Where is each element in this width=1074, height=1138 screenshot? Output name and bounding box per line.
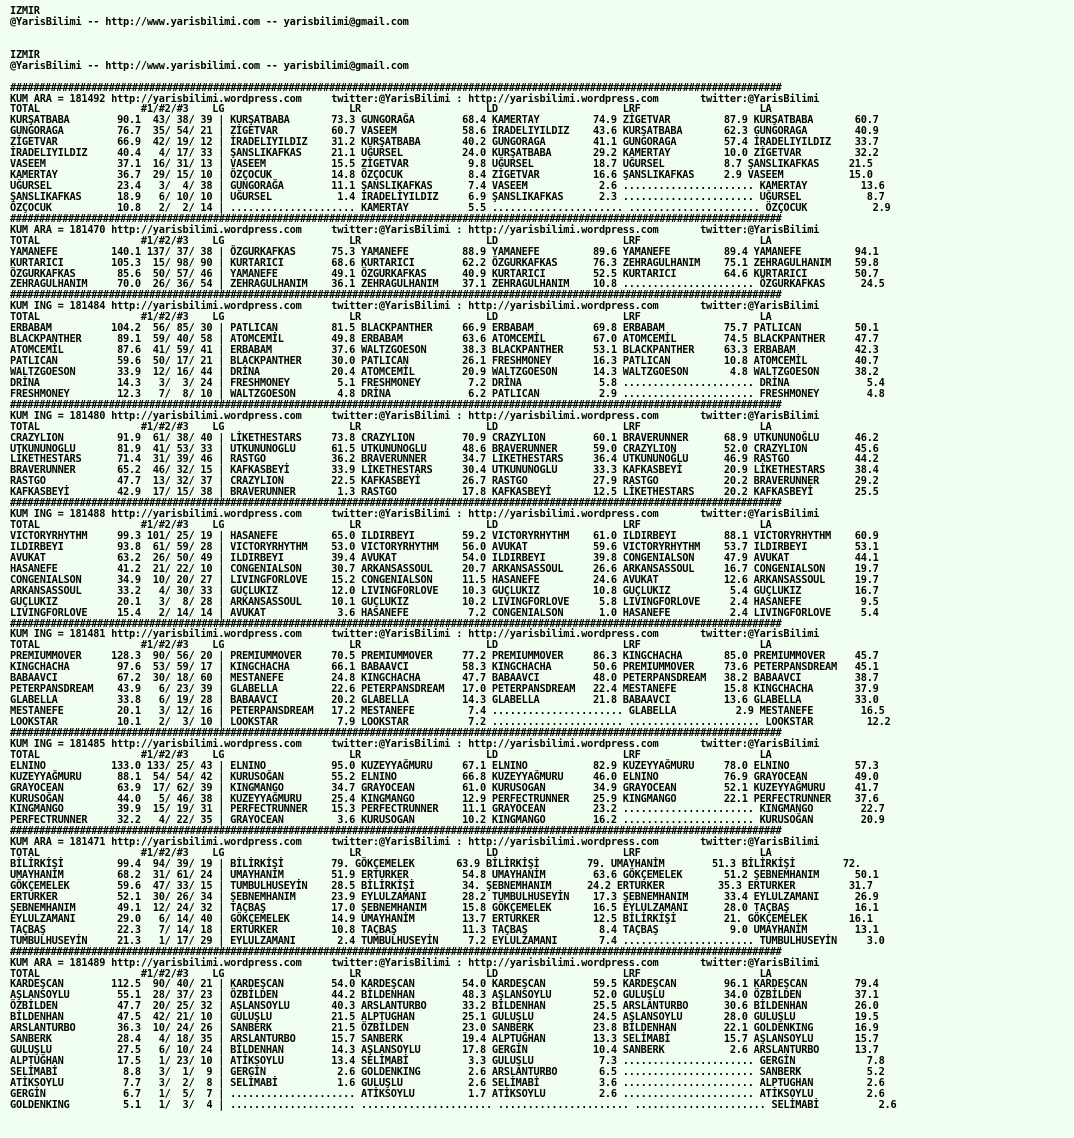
column-header: TOTAL #1/#2/#3 LG LR LD LRF LA (10, 311, 772, 324)
table-row: GERGİN 6.7 1/ 5/ 7 | ..................... ATİKSOYLU 1.7 ATİKSOYLU 2.6 ...................... ATİKSOYLU 2.6 (10, 1087, 885, 1100)
table-row: FRESHMONEY 12.3 7/ 8/ 10 | WALTZGOESON 4.8 DRİNA 6.2 PATLICAN 2.9 ...................... FRESHMONEY 4.8 (10, 387, 885, 400)
race-report (10, 6, 1074, 1111)
separator-line: ##################################################################################################################################### (10, 212, 782, 225)
table-row: ERTURKER 52.1 30/ 26/ 34 | ŞEBNEMHANIM 23.9 EYLULZAMANI 28.2 TUMBULHUSEYİN 17.3 ŞEBNEMHANIM 33.4 EYLULZAMANI 26.9 (10, 890, 879, 903)
race-header: KUM ARA = 181470 http://yarisbilimi.wordpress.com twitter:@YarisBilimi : http://yarisbilimi.wordpress.com twitter:@YarisBilimi (10, 223, 820, 236)
table-row: GOLDENKING 5.1 1/ 3/ 4 | ..................... ...................... ...................... ...................... SELİMABİ 2.6 (10, 1098, 897, 1111)
table-row: ATOMCEMİL 87.6 41/ 59/ 41 | ERBABAM 37.6 WALTZGOESON 38.3 BLACKPANTHER 53.1 BLACKPANTHER 63.3 ERBABAM 42.3 (10, 344, 879, 357)
column-header: TOTAL #1/#2/#3 LG LR LD LRF LA (10, 639, 772, 652)
column-header: TOTAL #1/#2/#3 LG LR LD LRF LA (10, 748, 772, 761)
table-row: GRAYOCEAN 63.9 17/ 62/ 39 | KINGMANGO 34.7 GRAYOCEAN 61.0 KURUSOGAN 34.9 GRAYOCEAN 52.1 KUZEYYAĞMURU 41.7 (10, 781, 879, 794)
table-row: BİLDENHAN 47.5 42/ 21/ 10 | GULUŞLU 21.5 ALPTUGHAN 25.1 GULUŞLU 24.5 AŞLANSOYLU 28.0 GULUŞLU 19.5 (10, 1011, 879, 1024)
table-row: CONGENIALSON 34.9 10/ 20/ 27 | LIVINGFORLOVE 15.2 CONGENIALSON 11.5 HASANEFE 24.6 AVUKAT 12.6 ARKANSASSOUL 19.7 (10, 573, 879, 586)
separator-line: ##################################################################################################################################### (10, 726, 782, 739)
table-row: DRİNA 14.3 3/ 3/ 24 | FRESHMONEY 5.1 FRESHMONEY 7.2 DRİNA 5.8 ...................... DRİNA 5.4 (10, 376, 885, 389)
table-row: KURUSOĞAN 44.0 5/ 46/ 38 | KUZEYYAĞMURU 25.4 KINGMANGO 12.9 PERFECTRUNNER 25.9 KINGMANGO 22.1 PERFECTRUNNER 37.6 (10, 792, 879, 805)
table-row: BABAAVCI 67.2 30/ 18/ 60 | MESTANEFE 24.8 KINGCHACHA 47.7 BABAAVCI 48.0 PETERPANSDREAM 38.2 BABAAVCI 38.7 (10, 672, 879, 685)
table-row: ŞANSLIKAFKAS 18.9 6/ 10/ 10 | UĞURSEL 1.4 İRADELİYILDIZ 6.9 ŞANSLIKAFKAS 2.3 ...................... UĞURSEL 8.7 (10, 190, 885, 203)
table-row: ARKANSASSOUL 33.2 4/ 30/ 33 | GUÇLUKIZ 12.0 LIVINGFORLOVE 10.3 GUÇLUKIZ 10.8 GUÇLUKIZ 5.4 GUÇLUKIZ 16.7 (10, 584, 879, 597)
table-row: ZİGETVAR 66.9 42/ 19/ 12 | İRADELIYILDIZ 31.2 KURŞATBABA 40.2 GUNGORAGA 41.1 GUNGORAGA 57.4 İRADELIYILDIZ 33.7 (10, 136, 879, 149)
table-row: ÖZBİLDEN 47.7 20/ 25/ 32 | AŞLANSOYLU 40.3 ARSLANTURBO 33.2 BİLDENHAN 25.5 ARSLANTURBO 30.6 BİLDENHAN 26.0 (10, 1000, 879, 1013)
table-row: KINGMANGO 39.9 15/ 19/ 31 | PERFECTRUNNER 15.3 PERFECTRUNNER 11.1 GRAYOCEAN 23.2 ...................... KINGMANGO 22.7 (10, 803, 885, 816)
table-row: BLACKPANTHER 89.1 59/ 40/ 58 | ATOMCEMİL 49.8 ERBABAM 63.6 ATOMCEMİL 67.0 ATOMCEMİL 74.5 BLACKPANTHER 47.7 (10, 333, 879, 346)
table-row: SANBERK 28.4 4/ 18/ 35 | ARSLANTURBO 15.7 SANBERK 19.4 ALPTUĞHAN 13.3 SELİMABİ 15.7 AŞLANSOYLU 15.7 (10, 1033, 879, 1046)
table-row: LIVINGFORLOVE 15.4 2/ 14/ 14 | AVUKAT 3.6 HASANEFE 7.2 CONGENIALSON 1.0 HASANEFE 2.4 LIVINGFORLOVE 5.4 (10, 606, 879, 619)
table-row: ERBABAM 104.2 56/ 85/ 30 | PATLICAN 81.5 BLACKPANTHER 66.9 ERBABAM 69.8 ERBABAM 75.7 PATLICAN 50.1 (10, 322, 879, 335)
table-row: PERFECTRUNNER 32.2 4/ 22/ 35 | GRAYOCEAN 3.6 KURUSOGAN 10.2 KINGMANGO 16.2 ...................... KURUSOĞAN 20.9 (10, 814, 885, 827)
table-row: KINGCHACHA 97.6 53/ 59/ 17 | KINGCHACHA 66.1 BABAAVCI 58.3 KINGCHACHA 50.6 PREMIUMMOVER 73.6 PETERPANSDREAM 45.1 (10, 661, 879, 674)
table-row: TUMBULHUSEYİN 21.3 1/ 17/ 29 | EYLULZAMANI 2.4 TUMBULHUSEYİN 7.2 EYLULZAMANI 7.4 ...................... TUMBULHUSEYİN 3.0 (10, 934, 885, 947)
table-row: AVUKAT 63.2 26/ 50/ 49 | ILDIRBEYI 39.4 AVUKAT 54.0 ILDIRBEYI 39.8 CONGENIALSON 47.9 AVUKAT 44.1 (10, 551, 879, 564)
race-header: KUM ING = 181485 http://yarisbilimi.wordpress.com twitter:@YarisBilimi : http://yarisbilimi.wordpress.com twitter:@YarisBilimi (10, 737, 820, 750)
table-row: VASEEM 37.1 16/ 31/ 13 | VASEEM 15.5 ZİGETVAR 9.8 UĞURSEL 18.7 UĞURSEL 8.7 ŞANSLIKAFKAS 21.5 (10, 158, 873, 171)
table-row: ARSLANTURBO 36.3 10/ 24/ 26 | SANBERK 21.5 ÖZBİLDEN 23.0 SANBERK 23.8 BİLDENHAN 22.1 GOLDENKING 16.9 (10, 1022, 879, 1035)
table-row: ZEHRAGULHANIM 70.0 26/ 36/ 54 | ZEHRAGULHANIM 36.1 ZEHRAGULHANIM 37.1 ZEHRAGULHANIM 10.8 ...................... ÖZGURKAFKAS 24.5 (10, 278, 885, 291)
table-row: HASANEFE 41.2 21/ 22/ 10 | CONGENIALSON 30.7 ARKANSASSOUL 20.7 ARKANSASSOUL 26.6 ARKANSASSOUL 16.7 CONGENIALSON 19.7 (10, 562, 879, 575)
table-row: EYLULZAMANI 29.0 6/ 14/ 40 | GÖKÇEMELEK 14.9 UMAYHANİM 13.7 ERTURKER 12.5 BİLİRKİŞİ 21. GÖKÇEMELEK 16.1 (10, 912, 873, 925)
table-row: CRAZYLION 91.9 61/ 38/ 40 | LİKETHESTARS 73.8 CRAZYLION 70.9 CRAZYLION 60.1 BRAVERUNNER 68.9 UTKUNUNOĞLU 46.2 (10, 431, 879, 444)
table-row: KURTARICI 105.3 15/ 98/ 90 | KURTARICI 68.6 KURTARICI 62.2 ÖZGURKAFKAS 76.3 ZEHRAGULHANIM 75.1 ZEHRAGULHANIM 59.8 (10, 256, 879, 269)
column-header: TOTAL #1/#2/#3 LG LR LD LRF LA (10, 519, 772, 532)
table-row: ŞEBNEMHANIM 49.1 12/ 24/ 32 | TAÇBAŞ 17.0 ŞEBNEMHANIM 15.8 GÖKÇEMELEK 16.5 EYLULZAMANI 28.0 TAÇBAŞ 16.1 (10, 901, 879, 914)
table-row: WALTZGOESON 33.9 12/ 16/ 44 | DRİNA 20.4 ATOMCEMİL 20.9 WALTZGOESON 14.3 WALTZGOESON 4.8 WALTZGOESON 38.2 (10, 365, 879, 378)
table-row: MESTANEFE 20.1 3/ 12/ 16 | PETERPANSDREAM 17.2 MESTANEFE 7.4 ...................... GLABELLA 2.9 MESTANEFE 16.5 (10, 705, 885, 717)
header-line (10, 28, 1074, 39)
race-header: KUM ARA = 181471 http://yarisbilimi.wordpress.com twitter:@YarisBilimi : http://yarisbilimi.wordpress.com twitter:@YarisBilimi (10, 836, 820, 849)
table-row: LOOKSTAR 10.1 2/ 3/ 10 | LOOKSTAR 7.9 LOOKSTAR 7.2 ...................... ...................... LOOKSTAR 12.2 (10, 715, 891, 728)
table-row: BRAVERUNNER 65.2 46/ 32/ 15 | KAFKASBEYİ 33.9 LİKETHESTARS 30.4 UTKUNUNOGLU 33.3 KAFKASBEYİ 20.9 LİKETHESTARS 38.4 (10, 464, 879, 477)
table-row: İRADELIYILDIZ 40.4 4/ 17/ 33 | ŞANSLIKAFKAS 21.1 UĞURSEL 24.0 KURŞATBABA 29.2 KAMERTAY 10.0 ZİGETVAR 32.2 (10, 147, 879, 160)
table-row: ALPTUĞHAN 17.5 1/ 23/ 10 | ATİKSOYLU 13.4 SELİMABİ 3.3 GULUŞLU 7.3 ...................... GERGİN 7.8 (10, 1055, 885, 1067)
table-row: PREMIUMMOVER 128.3 90/ 56/ 20 | PREMIUMMOVER 70.5 PREMIUMMOVER 77.2 PREMIUMMOVER 86.3 KINGCHACHA 85.0 PREMIUMMOVER 45.7 (10, 650, 879, 663)
race-header: KUM ARA = 181489 http://yarisbilimi.wordpress.com twitter:@YarisBilimi : http://yarisbilimi.wordpress.com twitter:@YarisBilimi (10, 956, 820, 969)
header-line: IZMIR (10, 5, 40, 17)
separator-line: ##################################################################################################################################### (10, 945, 782, 958)
race-header: KUM ING = 181488 http://yarisbilimi.wordpress.com twitter:@YarisBilimi : http://yarisbilimi.wordpress.com twitter:@YarisBilimi (10, 508, 820, 521)
race-header: KUM ING = 181480 http://yarisbilimi.wordpress.com twitter:@YarisBilimi : http://yarisbilimi.wordpress.com twitter:@YarisBilimi (10, 409, 820, 422)
header-line: @YarisBilimi -- http://www.yarisbilimi.com -- yarisbilimi@gmail.com (10, 15, 409, 28)
table-row: KAFKASBEYİ 42.9 17/ 15/ 38 | BRAVERUNNER 1.3 RASTGO 17.8 KAFKASBEYİ 12.5 LİKETHESTARS 20.2 KAFKASBEYİ 25.5 (10, 486, 879, 499)
header-line: @YarisBilimi -- http://www.yarisbilimi.com -- yarisbilimi@gmail.com (10, 59, 409, 72)
column-header: TOTAL #1/#2/#3 LG LR LD LRF LA (10, 967, 772, 980)
table-row: GÖKÇEMELEK 59.6 47/ 33/ 15 | TUMBULHUSEYİN 28.5 BİLİRKİŞİ 34. ŞEBNEMHANIM 24.2 ERTURKER 35.3 ERTURKER 31.7 (10, 880, 873, 892)
table-row: BİLİRKİŞİ 99.4 94/ 39/ 19 | BİLİRKİŞİ 79. GÖKÇEMELEK 63.9 BİLİRKİŞİ 79. UMAYHANİM 51.3 BİLİRKİŞİ 72. (10, 858, 861, 871)
table-row: UTKUNUNOGLU 81.9 41/ 53/ 33 | UTKUNUNOGLU 61.5 UTKUNUNOGLU 48.6 BRAVERUNNER 59.0 CRAZYLION 52.0 CRAZYLION 45.6 (10, 442, 879, 455)
table-row: LİKETHESTARS 71.4 31/ 39/ 46 | RASTGO 36.2 BRAVERUNNER 34.7 LİKETHESTARS 36.4 UTKUNUNOĞLU 46.9 RASTGO 44.2 (10, 453, 879, 466)
table-row: ILDIRBEYI 93.8 61/ 59/ 28 | VICTORYRHYTHM 53.0 VICTORYRHYTHM 56.0 AVUKAT 59.6 VICTORYRHYTHM 53.7 ILDIRBEYI 53.1 (10, 540, 879, 553)
column-header: TOTAL #1/#2/#3 LG LR LD LRF LA (10, 847, 772, 860)
header-line: IZMIR (10, 48, 40, 61)
table-row: ÖZGURKAFKAS 85.6 50/ 57/ 46 | YAMANEFE 49.1 ÖZGURKAFKAS 40.9 KURTARICI 52.5 KURTARICI 64.6 KURTARICI 50.7 (10, 267, 879, 280)
table-row: ÖZÇOCUK 10.8 2/ 2/ 14 | ..................... KAMERTAY 5.5 ...................... ...................... ÖZÇOCUK 2.9 (10, 201, 891, 214)
separator-line: ##################################################################################################################################### (10, 497, 782, 510)
table-row: YAMANEFE 140.1 137/ 37/ 38 | ÖZGURKAFKAS 75.3 YAMANEFE 88.9 YAMANEFE 89.6 YAMANEFE 89.4 YAMANEFE 94.1 (10, 245, 879, 258)
table-row: UĞURSEL 23.4 3/ 4/ 38 | GUNGORAĞA 11.1 ŞANSLIKAFKAS 7.4 VASEEM 2.6 ...................... KAMERTAY 13.6 (10, 180, 885, 192)
separator-line: ##################################################################################################################################### (10, 289, 782, 302)
column-header: TOTAL #1/#2/#3 LG LR LD LRF LA (10, 420, 772, 433)
table-row: SELİMABİ 8.8 3/ 1/ 9 | GERGİN 2.6 GOLDENKING 2.6 ARSLANTURBO 6.5 ...................... SANBERK 5.2 (10, 1065, 885, 1078)
table-row: GLABELLA 33.8 6/ 19/ 28 | BABAAVCI 20.2 GLABELLA 14.3 GLABELLA 21.8 BABAAVCI 13.6 GLABELLA 33.0 (10, 694, 879, 707)
table-row: AŞLANSOYLU 55.1 28/ 37/ 23 | ÖZBİLDEN 44.2 BİLDENHAN 48.3 AŞLANSOYLU 52.0 GULUŞLU 34.0 ÖZBİLDEN 37.1 (10, 989, 879, 1002)
table-row: TAÇBAŞ 22.3 7/ 14/ 18 | ERTURKER 10.8 TAÇBAŞ 11.3 TAÇBAŞ 8.4 TAÇBAŞ 9.0 UMAYHANİM 13.1 (10, 923, 879, 936)
table-row: ATİKSOYLU 7.7 3/ 2/ 8 | SELİMABİ 1.6 GULUŞLU 2.6 SELİMABİ 3.6 ...................... ALPTUGHAN 2.6 (10, 1076, 885, 1089)
table-row: KAMERTAY 36.7 29/ 15/ 10 | ÖZÇOCUK 14.8 ÖZÇOCUK 8.4 ZİGETVAR 16.6 ŞANSLIKAFKAS 2.9 VASEEM 15.0 (10, 169, 873, 182)
table-row: VICTORYRHYTHM 99.3 101/ 25/ 19 | HASANEFE 65.0 ILDIRBEYI 59.2 VICTORYRHYTHM 61.0 ILDIRBEYI 88.1 VICTORYRHYTHM 60.9 (10, 530, 879, 542)
table-row: GUNGORAGA 76.7 35/ 54/ 21 | ZİGETVAR 60.7 VASEEM 58.6 İRADELIYILDIZ 43.6 KURŞATBABA 62.3 GUNGORAGA 40.9 (10, 125, 879, 138)
table-row: GUÇLUKIZ 20.1 3/ 8/ 28 | ARKANSASSOUL 10.1 GUÇLUKIZ 10.2 LIVINGFORLOVE 5.8 LIVINGFORLOVE 2.4 HASANEFE 9.5 (10, 595, 879, 608)
table-row: PETERPANSDREAM 43.9 6/ 23/ 39 | GLABELLA 22.6 PETERPANSDREAM 17.0 PETERPANSDREAM 22.4 MESTANEFE 15.8 KINGCHACHA 37.9 (10, 683, 879, 696)
table-row: RASTGO 47.7 13/ 32/ 37 | CRAZYLION 22.5 KAFKASBEYİ 26.7 RASTGO 27.9 RASTGO 20.2 BRAVERUNNER 29.2 (10, 475, 879, 488)
race-header: KUM ING = 181484 http://yarisbilimi.wordpress.com twitter:@YarisBilimi : http://yarisbilimi.wordpress.com twitter:@YarisBilimi (10, 300, 820, 313)
separator-line: ##################################################################################################################################### (10, 617, 782, 630)
table-row: KURŞATBABA 90.1 43/ 38/ 39 | KURŞATBABA 73.3 GUNGORAĞA 68.4 KAMERTAY 74.9 ZİGETVAR 87.9 KURŞATBABA 60.7 (10, 114, 879, 127)
race-header: KUM ING = 181481 http://yarisbilimi.wordpress.com twitter:@YarisBilimi : http://yarisbilimi.wordpress.com twitter:@YarisBilimi (10, 628, 820, 641)
table-row: GULUŞLU 27.5 6/ 10/ 24 | BİLDENHAN 14.3 AŞLANSOYLU 17.8 GERGİN 10.4 SANBERK 2.6 ARSLANTURBO 13.7 (10, 1044, 879, 1057)
table-row: PATLICAN 59.6 50/ 17/ 21 | BLACKPANTHER 30.0 PATLICAN 26.1 FRESHMONEY 16.3 PATLICAN 10.8 ATOMCEMİL 40.7 (10, 355, 879, 367)
header-line (10, 72, 1074, 83)
separator-line: ##################################################################################################################################### (10, 81, 782, 94)
table-row: KUZEYYAĞMURU 88.1 54/ 54/ 42 | KURUSOĞAN 55.2 ELNINO 66.8 KUZEYYAĞMURU 46.0 ELNINO 76.9 GRAYOCEAN 49.0 (10, 770, 879, 783)
separator-line: ##################################################################################################################################### (10, 825, 782, 838)
header-line (10, 39, 1074, 50)
separator-line: ##################################################################################################################################### (10, 398, 782, 411)
column-header: TOTAL #1/#2/#3 LG LR LD LRF LA (10, 234, 772, 247)
table-row: UMAYHANİM 68.2 31/ 61/ 24 | UMAYHANİM 51.9 ERTURKER 54.8 UMAYHANİM 63.6 GÖKÇEMELEK 51.2 ŞEBNEMHANIM 50.1 (10, 869, 879, 882)
table-row: ELNINO 133.0 133/ 25/ 43 | ELNINO 95.0 KUZEYYAĞMURU 67.1 ELNINO 82.9 KUZEYYAĞMURU 78.0 ELNINO 57.3 (10, 759, 879, 772)
race-header: KUM ARA = 181492 http://yarisbilimi.wordpress.com twitter:@YarisBilimi : http://yarisbilimi.wordpress.com twitter:@YarisBilimi (10, 92, 820, 105)
table-row: KARDEŞCAN 112.5 90/ 40/ 21 | KARDEŞCAN 54.0 KARDEŞCAN 54.0 KARDEŞCAN 59.5 KARDEŞCAN 96.1 KARDEŞCAN 79.4 (10, 978, 879, 991)
column-header: TOTAL #1/#2/#3 LG LR LD LRF LA (10, 103, 772, 116)
